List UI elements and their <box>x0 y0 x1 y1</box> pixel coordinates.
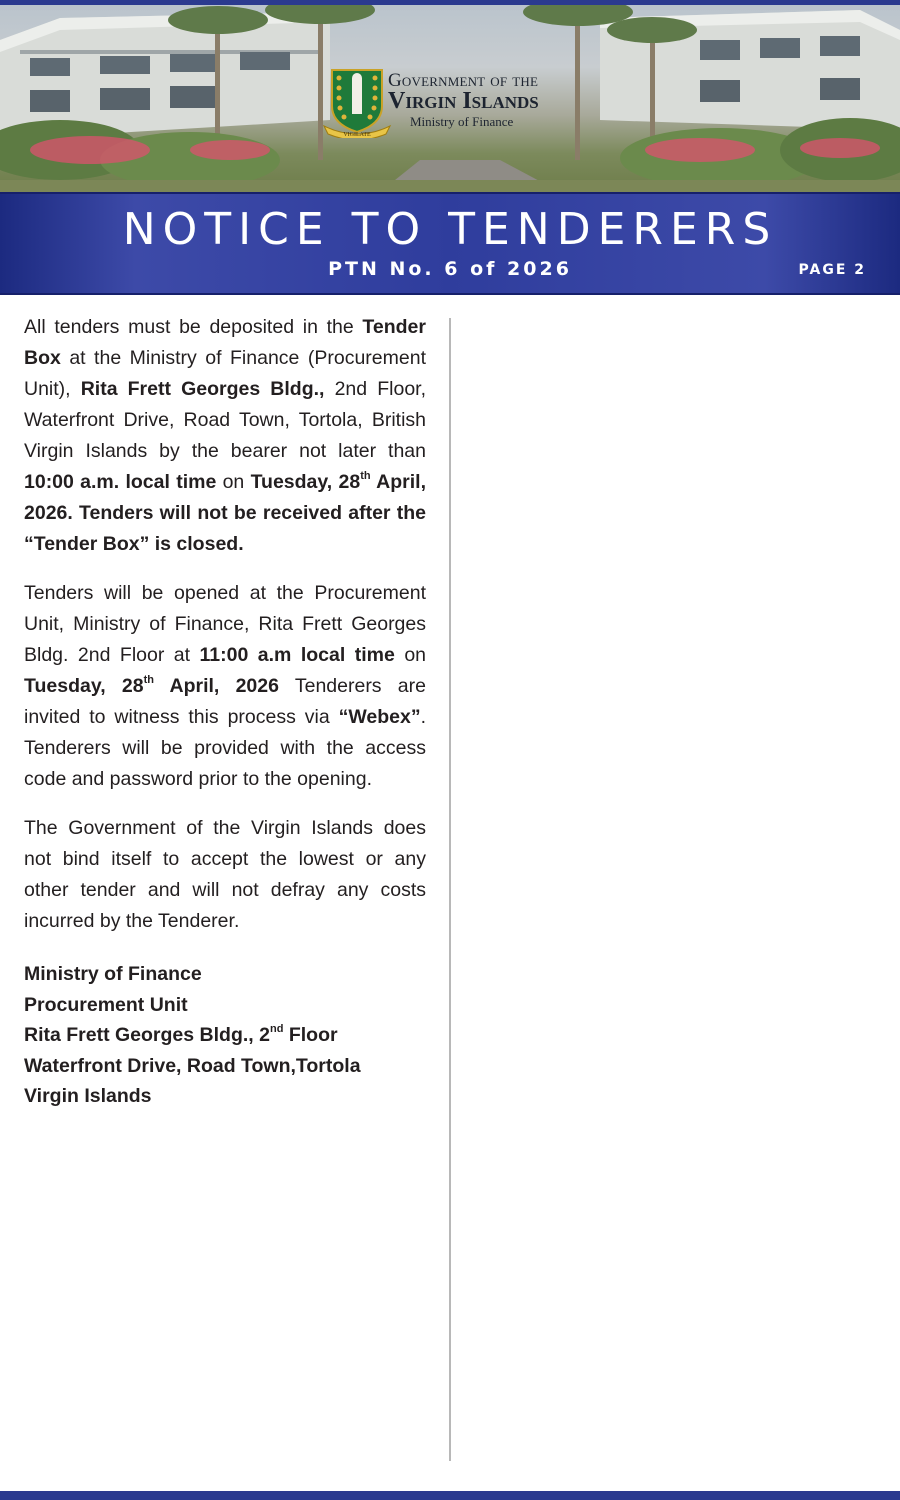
top-rule <box>0 0 900 5</box>
column-divider <box>449 318 451 1461</box>
address-line: Virgin Islands <box>24 1085 152 1107</box>
header-photo <box>0 0 900 192</box>
paragraph-opening: Tenders will be opened at the Procurement Unit, Ministry of Finance, Rita Frett Georges Bldg. 2nd Floor at 11:00 a.m local time on Tuesday, 28th April, 2026 Tenderers are invited to witness this process via “Webex”. Tenderers will be provided with the access code and password prior to the opening. <box>24 582 427 790</box>
contact-address <box>24 959 426 1112</box>
title-banner <box>0 192 900 295</box>
paragraph-disclaimer: The Government of the Virgin Islands does not bind itself to accept the lowest or any other tender and will not defray any costs incurred by the Tenderer. <box>24 817 426 932</box>
ministry-name: Ministry of Finance <box>410 114 514 129</box>
address-line: Ministry of Finance <box>24 963 202 985</box>
page-label: PAGE 2 <box>798 262 866 278</box>
svg-text:VIGILATE: VIGILATE <box>343 132 371 138</box>
government-line-1: Government of the <box>388 70 539 91</box>
ptn-number: PTN No. 6 of 2026 <box>328 258 572 280</box>
address-line: Procurement Unit <box>24 993 188 1016</box>
coat-of-arms-icon <box>322 66 392 138</box>
notice-title: NOTICE TO TENDERERS <box>122 204 778 255</box>
paragraph-deposit: All tenders must be deposited in the Tender Box at the Ministry of Finance (Procurement Unit), Rita Frett Georges Bldg., 2nd Floor, Waterfront Drive, Road Town, Tortola, British Virgin Islands by the bearer not later than 10:00 a.m. local time on Tuesday, 28th April, 2026. Tenders will not be received after the “Tender Box” is closed. <box>24 316 427 555</box>
address-line: Rita Frett Georges Bldg., 2nd Floor <box>24 1022 338 1046</box>
government-line-2: Virgin Islands <box>388 88 539 114</box>
address-line: Waterfront Drive, Road Town,Tortola <box>24 1054 361 1077</box>
bottom-rule <box>0 1491 900 1500</box>
notice-body <box>24 312 426 1112</box>
government-logo-block <box>322 66 584 142</box>
